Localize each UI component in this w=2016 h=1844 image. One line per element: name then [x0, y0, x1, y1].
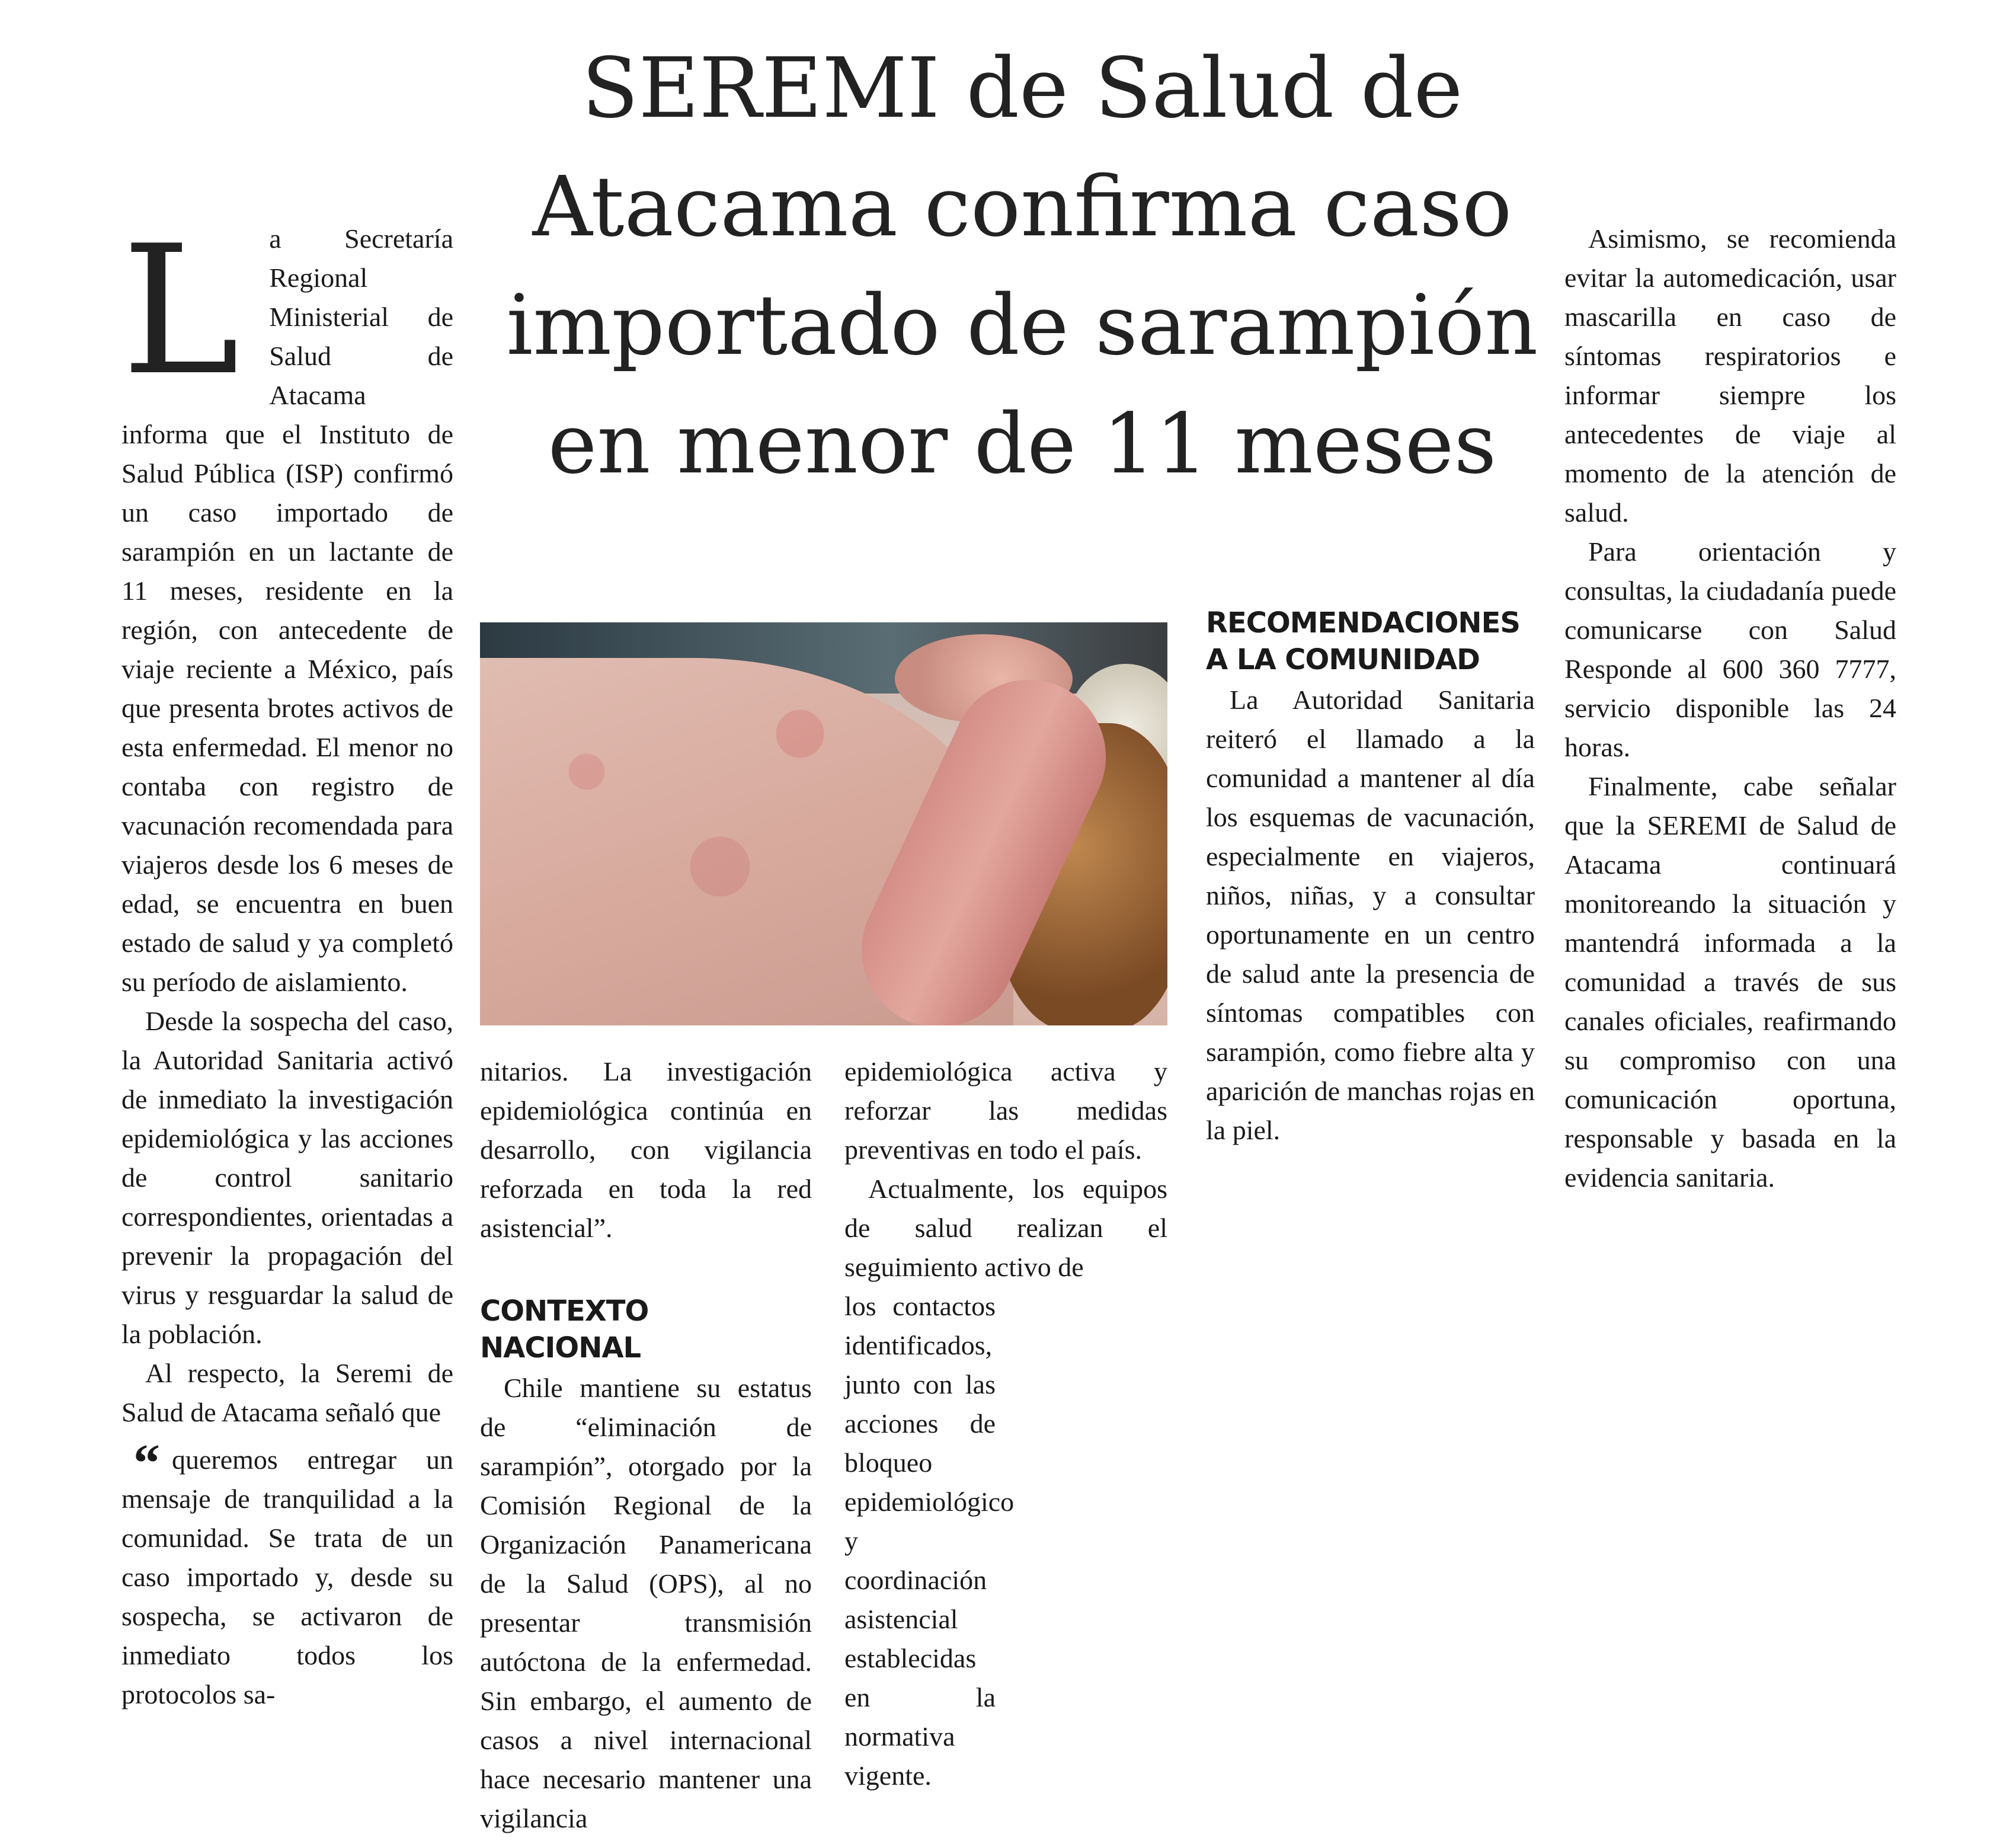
paragraph: Para orientación y consultas, la ciudadanía puede comunicarse con Salud Responde al 600 360 7777, servicio disponible las 24 horas.: [1564, 536, 1896, 762]
paragraph: Asimismo, se recomienda evitar la automedicación, usar mascarilla en caso de síntomas respiratorios e informar siempre los antecedentes de viaje al momento de la atención de salud.: [1564, 223, 1896, 528]
column-3: [844, 1052, 1167, 1795]
quote-paragraph: [121, 1434, 453, 1714]
column-4: [1206, 605, 1535, 1150]
paragraph: La Autoridad Sanitaria reiteró el llamado a la comunidad a mantener al día los esquemas de vacunación, especialmente en viajeros, niños, niñas, y a consultar oportunamente en un centro de salud ante la presencia de síntomas compatibles con sarampión, como fiebre alta y aparición de manchas rojas en la piel.: [1206, 685, 1535, 1145]
article-photo: [480, 622, 1167, 1025]
lead-paragraph-text: a Secretaría Regional Ministerial de Salud de Atacama informa que el Instituto de Salud Pública (ISP) confirmó un caso importado de sarampión en un lactante de 11 meses, residente en la región, con antecedente de viaje reciente a México, país que presenta brotes activos de esta enfermedad. El menor no contaba con registro de vacunación recomendada para viajeros desde los 6 meses de edad, se encuentra en buen estado de salud y ya completó su período de aislamiento.: [121, 223, 453, 997]
column-5: [1564, 219, 1896, 1197]
subhead-contexto-nacional: CONTEXTO NACIONAL: [480, 1295, 649, 1364]
column-2: [480, 1052, 812, 1838]
paragraph: Chile mantiene su estatus de “eliminación de sarampión”, otorgado por la Comisión Regional de la Organización Panamericana de la Salud (OPS), al no presentar transmisión autóctona de la enfermedad. Sin embargo, el aumento de casos a nivel internacional hace necesario mantener una vigilancia: [480, 1373, 812, 1833]
headline: SEREMI de Salud de Atacama confirma caso importado de sarampión en menor de 11 meses: [506, 40, 1538, 493]
paragraph: Al respecto, la Seremi de Salud de Atacama señaló que: [121, 1358, 453, 1427]
paragraph: epidemiológica activa y reforzar las medidas preventivas en todo el país.: [844, 1056, 1167, 1165]
paragraph-narrow: los contactos identificados, junto con las acciones de bloqueo epidemiológico y coordinación asistencial establecidas en la normativa vigente.: [844, 1291, 1015, 1791]
column-1: [121, 207, 453, 1714]
quote-mark: “: [133, 1434, 160, 1493]
lead-paragraph: [121, 207, 453, 1002]
paragraph: Desde la sospecha del caso, la Autoridad Sanitaria activó de inmediato la investigación epidemiológica y las acciones de control sanitario correspondientes, orientadas a prevenir la propagación del virus y resguardar la salud de la población.: [121, 1006, 453, 1349]
subhead-recomendaciones: RECOMENDACIONES A LA COMUNIDAD: [1206, 606, 1520, 676]
quote-text: queremos entregar un mensaje de tranquilidad a la comunidad. Se trata de un caso importado y, desde su sospecha, se activaron de inmediato todos los protocolos sa-: [121, 1444, 453, 1709]
paragraph: Finalmente, cabe señalar que la SEREMI de Salud de Atacama continuará monitoreando la situación y mantendrá informada a la comunidad a través de sus canales oficiales, reafirmando su compromiso con una comunicación oportuna, responsable y basada en la evidencia sanitaria.: [1564, 771, 1896, 1193]
drop-cap: L: [121, 207, 240, 414]
paragraph: Actualmente, los equipos de salud realizan el seguimiento activo de: [844, 1174, 1167, 1282]
paragraph: nitarios. La investigación epidemiológica continúa en desarrollo, con vigilancia reforzada en toda la red asistencial”.: [480, 1056, 812, 1243]
